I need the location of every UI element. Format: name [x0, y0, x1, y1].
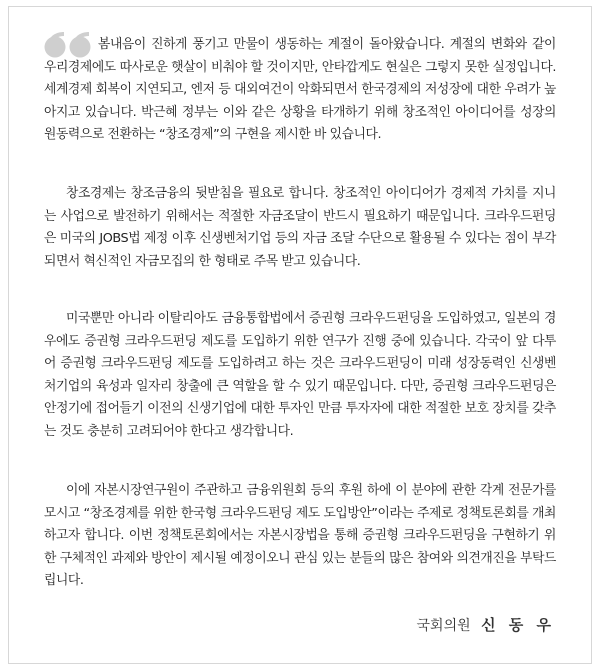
- paragraph-creative-finance: [44, 183, 556, 273]
- signature-name: 신 동 우: [481, 616, 555, 634]
- paragraph-creative-finance-text: 창조경제는 창조금융의 뒷받침을 필요로 합니다. 창조적인 아이디어가 경제적 가치를 지니는 사업으로 발전하기 위해서는 적절한 자금조달이 반드시 필요하기 때문입니다. 크라우드펀딩은 미국의 JOBS법 제정 이후 신생벤처기업 등의 자금 조달 수단으로 활용될 수 있다는 점이 부각되면서 혁신적인 자금모집의 한 형태로 주목 받고 있습니다.: [44, 186, 556, 269]
- paragraph-forum-invitation-text: 이에 자본시장연구원이 주관하고 금융위원회 등의 후원 하에 이 분야에 관한 각계 전문가를 모시고 “창조경제를 위한 한국형 크라우드펀딩 제도 도입방안”이라는 주제로 정책토론회를 개최하고자 합니다. 이번 정책토론회에서는 자본시장법을 통해 증권형 크라우드펀딩을 구현하기 위한 구체적인 과제와 방안이 제시될 예정이오니 관심 있는 분들의 많은 참여와 의견개진을 부탁드립니다.: [44, 483, 556, 589]
- paragraph-international-cases: [44, 308, 556, 444]
- paragraph-international-cases-text: 미국뿐만 아니라 이탈리아도 금융통합법에서 증권형 크라우드펀딩을 도입하였고, 일본의 경우에도 증권형 크라우드펀딩 제도를 도입하기 위한 연구가 진행 중에 있습니다. 각국이 앞 다투어 증권형 크라우드펀딩 제도를 도입하려고 하는 것은 크라우드펀딩이 미래 성장동력인 신생벤처기업의 육성과 일자리 창출에 큰 역할을 할 수 있기 때문입니다. 다만, 증권형 크라우드펀딩은 안정기에 접어들기 이전의 신생기업에 대한 투자인 만큼 투자자에 대한 적절한 보호 장치를 갖추는 것도 충분히 고려되어야 한다고 생각합니다.: [44, 311, 556, 439]
- paragraph-greeting: [44, 34, 556, 147]
- paragraph-greeting-text: 봄내음이 진하게 풍기고 만물이 생동하는 계절이 돌아왔습니다. 계절의 변화와 같이 우리경제에도 따사로운 햇살이 비춰야 할 것이지만, 안타깝게도 현실은 그렇지 못한 실정입니다. 세계경제 회복이 지연되고, 엔저 등 대외여건이 악화되면서 한국경제의 저성장에 대한 우려가 높아지고 있습니다. 박근혜 정부는 이와 같은 상황을 타개하기 위해 창조적인 아이디어를 성장의 원동력으로 전환하는 “창조경제”의 구현을 제시한 바 있습니다.: [44, 37, 556, 143]
- signature-title: 국회의원: [416, 618, 471, 634]
- signature-block: [417, 614, 555, 635]
- paragraph-forum-invitation: [44, 480, 556, 593]
